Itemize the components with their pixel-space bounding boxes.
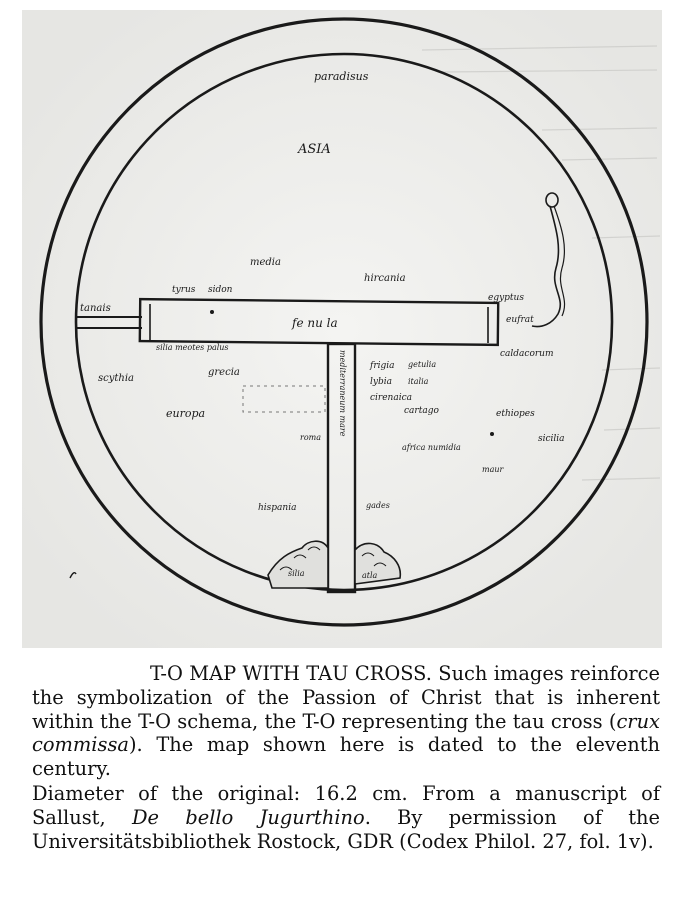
- label-asia: ASIA: [298, 142, 331, 157]
- label-ora-2: atla: [362, 571, 378, 580]
- label-africa: africa numidia: [402, 443, 461, 452]
- t-o-map-plate: [22, 10, 662, 648]
- caption-paragraph: [32, 662, 660, 781]
- label-tanais: tanais: [80, 303, 111, 314]
- label-maeotis: silia meotes palus: [156, 343, 229, 352]
- label-mauritania: maur: [482, 465, 504, 474]
- label-egyptus: egyptus: [488, 293, 524, 303]
- caption-body: Such images reinforce the symbolization of the Passion of Christ that is inherent within the T-O schema, the T-O representing the tau cross (: [32, 662, 661, 733]
- label-sidon: sidon: [208, 285, 233, 295]
- label-frigia: frigia: [370, 361, 395, 371]
- label-gades: gades: [366, 501, 390, 510]
- label-hircania: hircania: [364, 273, 406, 284]
- caption-source-post: . By permission of the Universitätsbibliothek Rostock, GDR (Codex Philol. 27, fol. 1v).: [32, 805, 660, 853]
- label-paradise: paradisus: [314, 70, 369, 83]
- label-ora-1: silia: [288, 569, 305, 578]
- caption-italic-term: crux commissa: [32, 709, 660, 757]
- figure-caption: [32, 662, 660, 853]
- label-sicilia: sicilia: [538, 434, 565, 444]
- label-mediterranean-upper: fe nu la: [292, 316, 338, 330]
- label-media: media: [250, 257, 281, 268]
- label-cyrenaica: cirenaica: [370, 393, 412, 403]
- city-dot: [490, 432, 494, 436]
- label-europa: europa: [166, 407, 206, 420]
- label-eufrates: eufrat: [506, 315, 534, 325]
- label-hispania: hispania: [258, 503, 297, 513]
- label-roma: roma: [300, 433, 321, 442]
- label-grecia: grecia: [208, 367, 240, 378]
- label-italia: italia: [408, 377, 429, 386]
- label-getulia: getulia: [408, 360, 437, 369]
- caption-source-pre: Diameter of the original: 16.2 cm. From a manuscript of Sallust,: [32, 781, 660, 829]
- label-tyrus: tyrus: [172, 285, 196, 295]
- label-mediterranean-vertical: mediterraneum mare: [338, 350, 347, 437]
- caption-title: T-O MAP WITH TAU CROSS.: [150, 662, 432, 685]
- caption-body-end: ). The map shown here is dated to the eleventh century.: [32, 733, 660, 781]
- label-scythia: scythia: [98, 373, 135, 384]
- city-dot: [210, 310, 214, 314]
- caption-source: [32, 782, 660, 853]
- label-carthago: cartago: [404, 406, 439, 416]
- label-thracia: lybia: [370, 377, 392, 387]
- label-ethiopes: ethiopes: [496, 409, 535, 419]
- caption-source-italic: De bello Jugurthino: [131, 805, 365, 829]
- label-babilonia: caldacorum: [500, 349, 554, 359]
